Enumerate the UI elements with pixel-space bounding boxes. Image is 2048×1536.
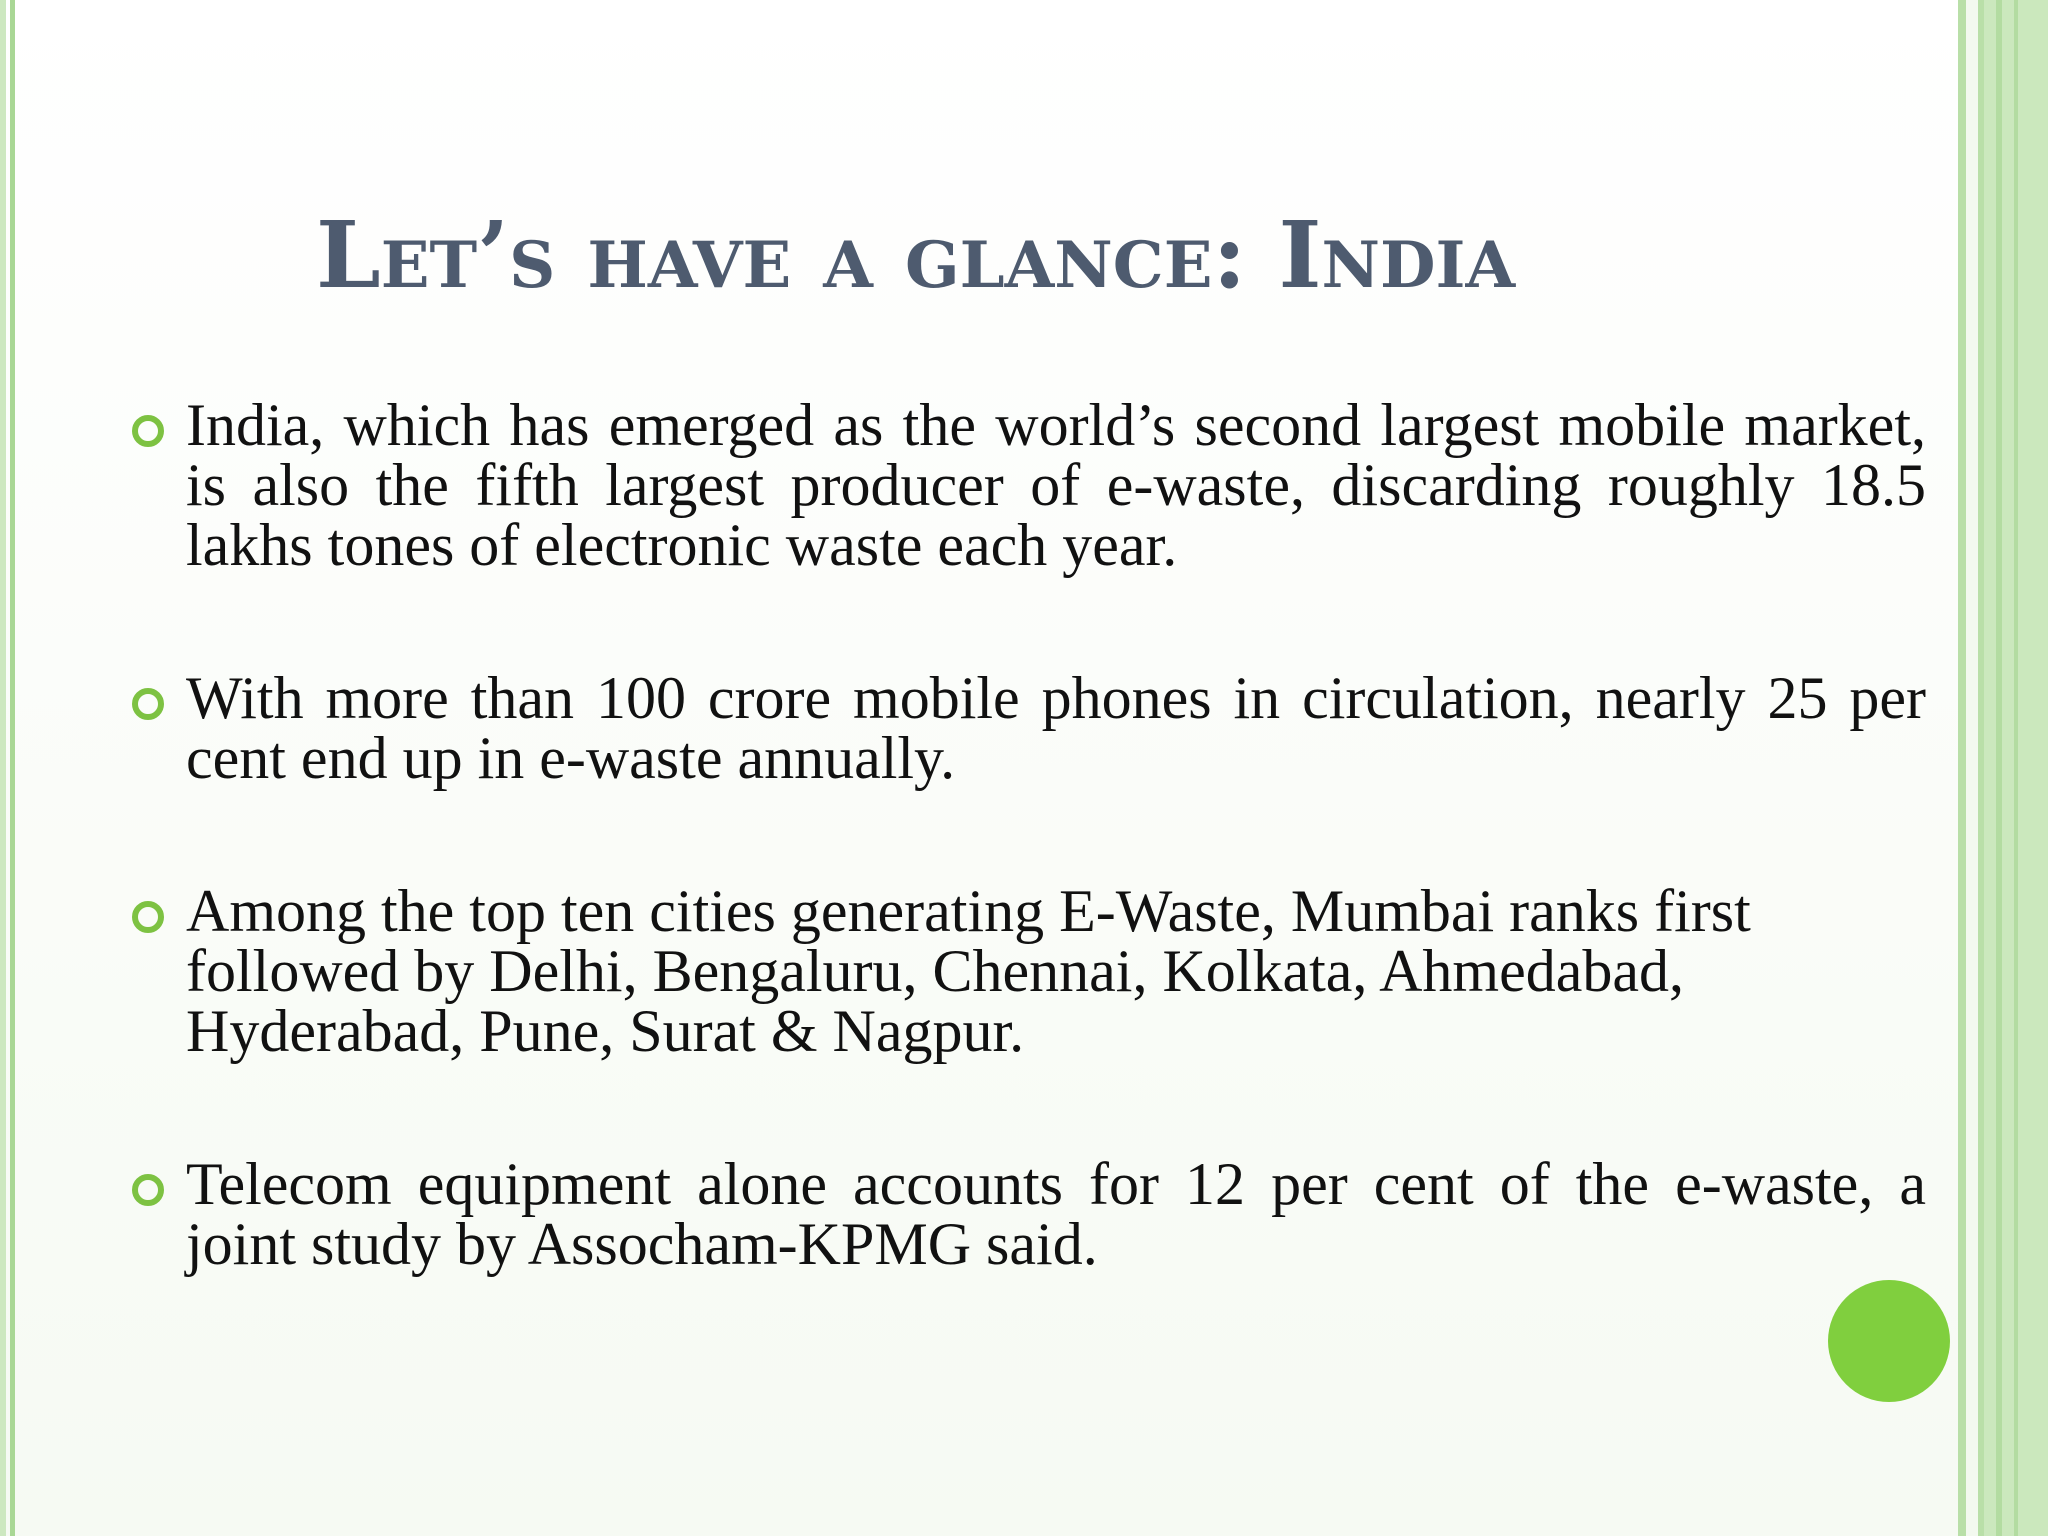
hollow-circle-bullet-icon xyxy=(132,688,164,720)
bullet-text: With more than 100 crore mobile phones in circulation, nearly 25 per cent end up in e-waste annually. xyxy=(186,665,1926,791)
bullet-text: Among the top ten cities generating E-Waste, Mumbai ranks first followed by Delhi, Bengaluru, Chennai, Kolkata, Ahmedabad, Hyderabad, Pune, Surat & Nagpur. xyxy=(186,878,1751,1064)
bullet-item xyxy=(120,1151,1926,1277)
bullet-item xyxy=(120,878,1926,1064)
hollow-circle-bullet-icon xyxy=(132,415,164,447)
hollow-circle-bullet-icon xyxy=(132,1174,164,1206)
left-border-line xyxy=(0,0,6,1536)
bullet-text: Telecom equipment alone accounts for 12 per cent of the e-waste, a joint study by Assocham-KPMG said. xyxy=(186,1151,1926,1277)
hollow-circle-bullet-icon xyxy=(132,901,164,933)
left-border-line-inner xyxy=(10,0,15,1536)
right-border-stripe xyxy=(1996,0,2002,1536)
right-border-stripe xyxy=(2014,0,2018,1536)
right-border-stripe xyxy=(1958,0,1966,1536)
bullet-item xyxy=(120,392,1926,578)
slide-title: Let’s have a glance: India xyxy=(316,201,1516,309)
bullet-list xyxy=(120,392,1926,1277)
right-border-gap xyxy=(1966,0,1978,1536)
green-circle-decoration xyxy=(1828,1280,1950,1402)
bullet-item xyxy=(120,665,1926,791)
bullet-text: India, which has emerged as the world’s second largest mobile market, is also the fifth largest producer of e-waste, discarding roughly 18.5 lakhs tones of electronic waste each year. xyxy=(186,392,1926,578)
